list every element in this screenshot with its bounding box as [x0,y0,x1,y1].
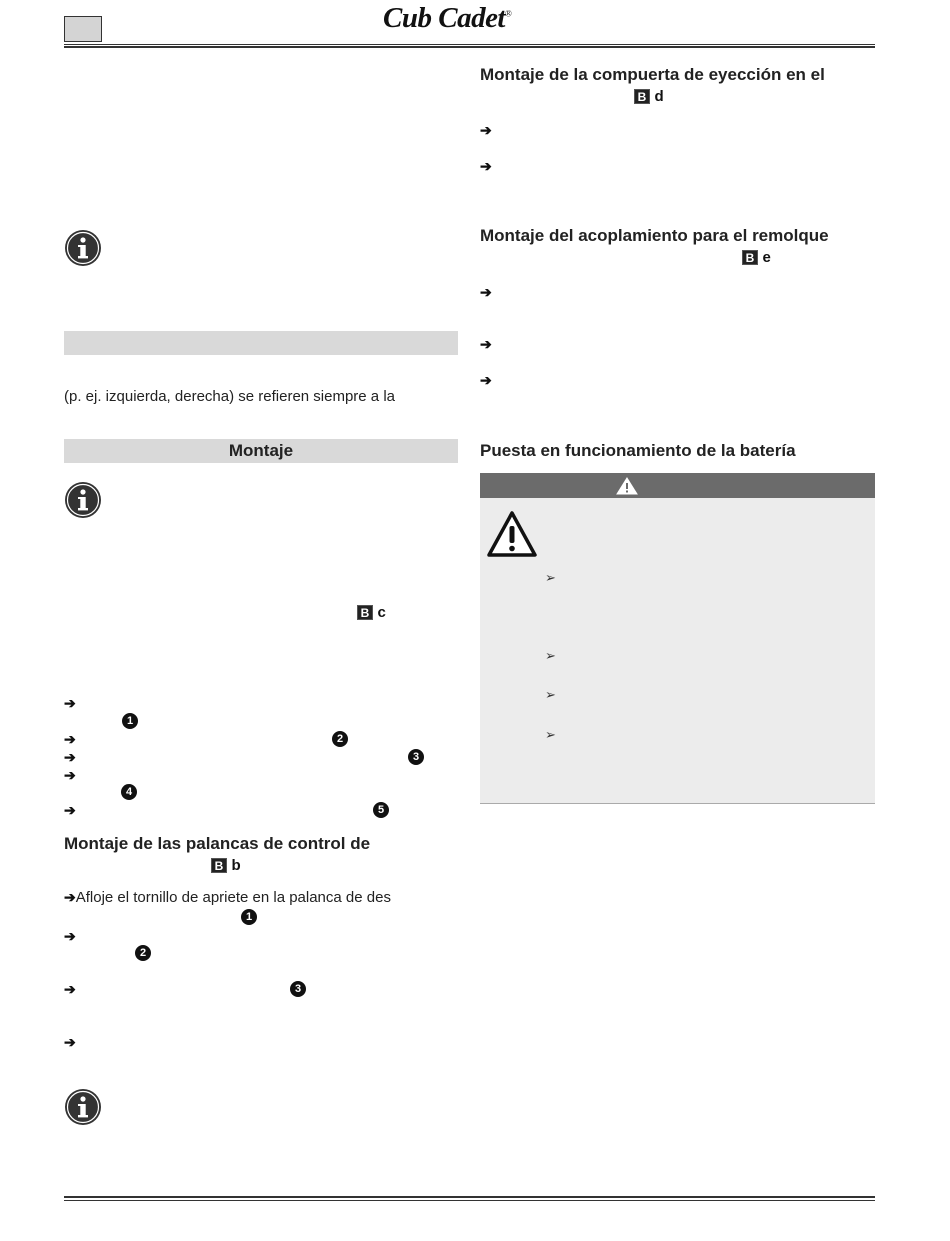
arrow-icon: ➔ [64,767,76,783]
figure-ref-box: B [634,89,650,104]
info-icon [64,1088,102,1126]
arrow-icon: ➔ [480,158,492,174]
footer-rule [64,1200,875,1201]
arrow-icon: ➔ [64,695,76,711]
header-rule [64,44,875,45]
warning-header [480,473,875,498]
arrow-icon: ➔ [64,981,76,997]
footer-rule-thick [64,1196,875,1198]
chevron-bullet-icon: ➢ [545,687,556,702]
afloje-step [64,889,391,907]
palanca-number-3: 3 [290,981,306,997]
montaje-title: Montaje [228,441,294,460]
figure-ref-letter: e [762,249,771,266]
arrow-icon: ➔ [480,336,492,352]
body-text: (p. ej. izquierda, derecha) se refieren siempre a la [64,388,395,405]
compuerta-title: Montaje de la compuerta de eyección en el [480,65,825,84]
palanca-number-2: 2 [135,945,151,961]
chevron-bullet-icon: ➢ [545,570,556,585]
figure-ref-letter: b [231,857,241,874]
step-number-5: 5 [373,802,389,818]
page-number-box [64,16,102,42]
step-number-4: 4 [121,784,137,800]
figure-ref-letter: d [654,88,664,105]
arrow-icon: ➔ [480,122,492,138]
brand-logo: Cub Cadet® [383,2,512,34]
arrow-icon: ➔ [480,284,492,300]
info-icon [64,229,102,267]
chevron-bullet-icon: ➢ [545,727,556,742]
palanca-number-1: 1 [241,909,257,925]
warning-box [480,498,875,804]
figure-ref-d [634,88,664,106]
figure-ref-box: B [357,605,373,620]
arrow-icon: ➔ [64,802,76,818]
figure-ref-e [742,249,771,267]
arrow-icon: ➔ [64,889,76,905]
montaje-bar [64,439,458,463]
figure-ref-b [211,857,241,875]
arrow-icon: ➔ [64,928,76,944]
step-number-1: 1 [122,713,138,729]
arrow-icon: ➔ [64,749,76,765]
arrow-icon: ➔ [480,372,492,388]
chevron-bullet-icon: ➢ [545,648,556,663]
warning-icon [616,477,638,495]
header-rule-thick [64,46,875,48]
arrow-icon: ➔ [64,731,76,747]
figure-ref-box: B [211,858,227,873]
bateria-title: Puesta en funcionamiento de la batería [480,441,796,460]
afloje-text: Afloje el tornillo de apriete en la palanca de des [75,889,391,906]
step-number-2: 2 [332,731,348,747]
figure-ref-c [357,604,386,622]
figure-ref-letter: c [377,604,386,621]
step-number-3: 3 [408,749,424,765]
arrow-icon: ➔ [64,1034,76,1050]
palancas-title: Montaje de las palancas de control de [64,834,371,853]
warning-icon [486,510,538,558]
section-bar [64,331,458,355]
acoplamiento-title: Montaje del acoplamiento para el remolque [480,226,829,245]
figure-ref-box: B [742,250,758,265]
info-icon [64,481,102,519]
